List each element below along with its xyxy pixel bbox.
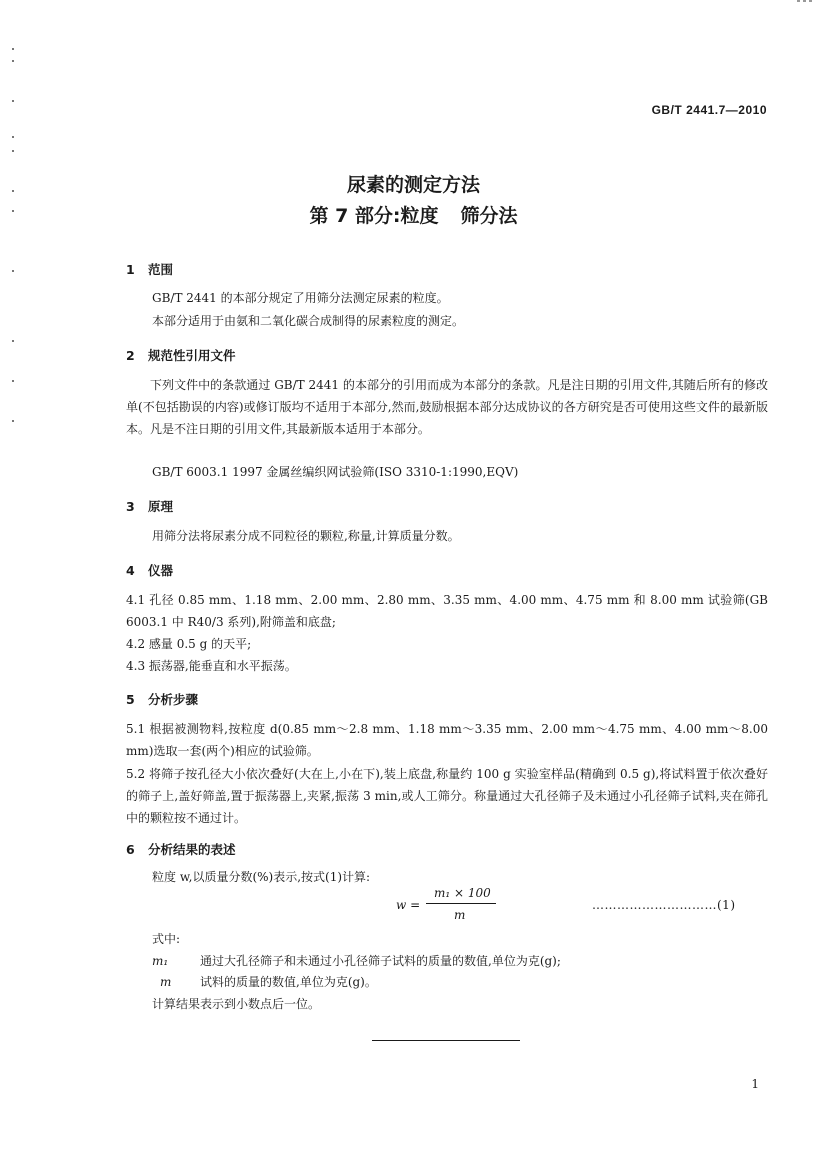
- section-3-heading: 3 原理: [126, 499, 174, 514]
- formula-numerator: m₁ × 100: [434, 886, 491, 900]
- page-number: 1: [751, 1077, 759, 1091]
- where-label: 式中:: [152, 932, 181, 946]
- section-1-para-1: GB/T 2441 的本部分规定了用筛分法测定尿素的粒度。: [152, 291, 449, 305]
- scan-corner-marks: [797, 0, 817, 3]
- section-6-heading: 6 分析结果的表述: [126, 842, 236, 857]
- title-method: 筛分法: [460, 205, 518, 227]
- var-m1-description: 通过大孔径筛子和未通过小孔径筛子试料的质量的数值,单位为克(g);: [200, 954, 561, 968]
- end-rule: [372, 1040, 520, 1041]
- document-title-line1: 尿素的测定方法: [346, 174, 480, 196]
- section-1-heading: 1 范围: [126, 262, 174, 277]
- section-4-item-1: 4.1 孔径 0.85 mm、1.18 mm、2.00 mm、2.80 mm、3.35 mm、4.00 mm、4.75 mm 和 8.00 mm 试验筛(GB 6003.1 中 R40/3 系列),附筛盖和底盘;: [126, 593, 768, 629]
- section-5-heading: 5 分析步骤: [126, 692, 199, 707]
- fraction-bar: [426, 903, 496, 904]
- section-4-item-2: 4.2 感量 0.5 g 的天平;: [126, 637, 252, 651]
- result-precision: 计算结果表示到小数点后一位。: [152, 997, 321, 1011]
- formula-intro: 粒度 w,以质量分数(%)表示,按式(1)计算:: [152, 870, 371, 884]
- section-2-reference: GB/T 6003.1 1997 金属丝编织网试验筛(ISO 3310-1:1990,EQV): [152, 465, 519, 479]
- document-title-line2: [0, 201, 827, 228]
- section-5-item-2: 5.2 将筛子按孔径大小依次叠好(大在上,小在下),装上底盘,称量约 100 g 实验室样品(精确到 0.5 g),将试料置于依次叠好的筛子上,盖好筛盖,置于振荡器上,夹紧,振荡 3 min,或人工筛分。称量通过大孔径筛子及未通过小孔径筛子试料,夹在筛孔中的颗粒按不通过计。: [126, 767, 768, 825]
- title-part: 第 7 部分:粒度: [309, 205, 439, 227]
- equation-number: …………………………(1): [592, 898, 736, 912]
- section-2-heading: 2 规范性引用文件: [126, 348, 236, 363]
- section-2-para-1: 下列文件中的条款通过 GB/T 2441 的本部分的引用而成为本部分的条款。凡是注日期的引用文件,其随后所有的修改单(不包括勘误的内容)或修订版均不适用于本部分,然而,鼓励根据本部分达成协议的各方研究是否可使用这些文件的最新版本。凡是不注日期的引用文件,其最新版本适用于本部分。: [126, 378, 768, 436]
- var-m1-symbol: m₁: [152, 954, 169, 968]
- formula-lhs: w =: [396, 898, 421, 912]
- section-4-item-3: 4.3 振荡器,能垂直和水平振荡。: [126, 659, 297, 673]
- section-4-heading: 4 仪器: [126, 563, 174, 578]
- section-3-para-1: 用筛分法将尿素分成不同粒径的颗粒,称量,计算质量分数。: [152, 529, 460, 543]
- formula-denominator: m: [454, 908, 466, 922]
- var-m-symbol: m: [160, 975, 172, 989]
- section-5-item-1: 5.1 根据被测物料,按粒度 d(0.85 mm～2.8 mm、1.18 mm～3.35 mm、2.00 mm～4.75 mm、4.00 mm～8.00 mm)选取一套(两个)相应的试验筛。: [126, 722, 768, 758]
- standard-code: GB/T 2441.7—2010: [651, 103, 767, 117]
- scan-margin-marks: [12, 40, 18, 440]
- section-1-para-2: 本部分适用于由氨和二氧化碳合成制得的尿素粒度的测定。: [152, 314, 465, 328]
- var-m-description: 试料的质量的数值,单位为克(g)。: [200, 975, 377, 989]
